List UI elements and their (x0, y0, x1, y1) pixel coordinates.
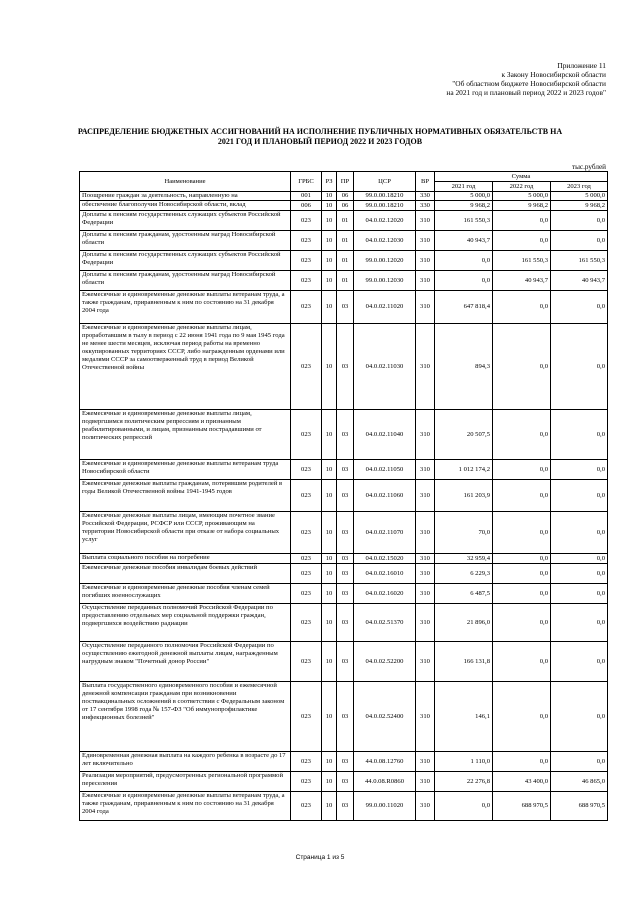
row-name: Ежемесячные и единовременные денежные выплаты ветеранам труда Новосибирской области (80, 460, 291, 480)
table-row (80, 772, 608, 792)
row-vr: 310 (416, 324, 435, 410)
row-value-2023: 0,0 (551, 604, 608, 642)
row-csr: 04.0.02.11050 (354, 460, 416, 480)
row-grbs: 023 (291, 271, 322, 291)
row-name: Доплаты к пенсиям гражданам, удостоенным наград Новосибирской области (80, 271, 291, 291)
row-name: Ежемесячные и единовременные денежные выплаты ветеранам труда, а также гражданам, приравненным к ним по состоянию на 31 декабря 2004 года (80, 291, 291, 324)
row-vr: 310 (416, 251, 435, 271)
row-value-2023: 0,0 (551, 584, 608, 604)
row-value-2023: 0,0 (551, 291, 608, 324)
row-name: Ежемесячные и единовременные денежные выплаты лицам, проработавшим в тылу в период с 22 июня 1941 года по 9 мая 1945 года не менее шести месяцев, исключая период работы на временно оккупированных территориях СССР, либо награжденным орденами или медалями СССР за самоотверженный труд в период Великой Отечественной войны (80, 324, 291, 410)
row-value-2022: 0,0 (493, 410, 551, 460)
row-csr: 04.0.02.16010 (354, 564, 416, 584)
row-vr: 310 (416, 480, 435, 512)
row-grbs: 023 (291, 410, 322, 460)
row-value-2022: 0,0 (493, 642, 551, 682)
table-row (80, 512, 608, 554)
row-vr: 310 (416, 752, 435, 772)
row-csr: 04.0.02.51370 (354, 604, 416, 642)
row-value-2023: 0,0 (551, 211, 608, 231)
row-pr: 03 (337, 512, 354, 554)
row-value-2023: 0,0 (551, 231, 608, 251)
row-vr: 310 (416, 231, 435, 251)
header-grbs: ГРБС (291, 172, 322, 192)
table-row (80, 480, 608, 512)
units-label: тыс.рублей (571, 163, 606, 171)
row-pr: 03 (337, 480, 354, 512)
row-grbs: 023 (291, 584, 322, 604)
header-2021: 2021 год (435, 182, 493, 192)
row-name: Поощрение граждан за деятельность, направленную на (80, 192, 291, 201)
row-value-2021: 21 896,0 (435, 604, 493, 642)
header-sum: Сумма (435, 172, 608, 182)
row-vr: 310 (416, 604, 435, 642)
row-grbs: 023 (291, 554, 322, 564)
table-row (80, 291, 608, 324)
row-value-2023: 0,0 (551, 480, 608, 512)
row-grbs: 023 (291, 291, 322, 324)
row-name: Ежемесячные денежные выплаты лицам, имеющим почетное звание Российской Федерации, РСФСР или СССР, проживающим на территории Новосибирской области при отказе от набора социальных услуг (80, 512, 291, 554)
row-value-2022: 40 943,7 (493, 271, 551, 291)
row-value-2023: 0,0 (551, 642, 608, 682)
header-vr: ВР (416, 172, 435, 192)
row-value-2021: 40 943,7 (435, 231, 493, 251)
row-pr: 03 (337, 642, 354, 682)
row-value-2021: 32 959,4 (435, 554, 493, 564)
row-pr: 03 (337, 410, 354, 460)
row-value-2022: 0,0 (493, 554, 551, 564)
row-name: Доплаты к пенсиям гражданам, удостоенным наград Новосибирской области (80, 231, 291, 251)
row-grbs: 023 (291, 564, 322, 584)
row-value-2022: 0,0 (493, 512, 551, 554)
law-title-line1: "Об областном бюджете Новосибирской области (452, 79, 606, 88)
row-value-2022: 161 550,3 (493, 251, 551, 271)
document-title: РАСПРЕДЕЛЕНИЕ БЮДЖЕТНЫХ АССИГНОВАНИЙ НА ИСПОЛНЕНИЕ ПУБЛИЧНЫХ НОРМАТИВНЫХ ОБЯЗАТЕЛЬСТВ НА 2021 ГОД И ПЛАНОВЫЙ ПЕРИОД 2022 И 2023 ГОДОВ (77, 127, 563, 146)
row-name: Выплата социального пособия на погребение (80, 554, 291, 564)
header-rz: РЗ (322, 172, 337, 192)
row-pr: 03 (337, 604, 354, 642)
row-value-2021: 0,0 (435, 792, 493, 821)
row-value-2023: 40 943,7 (551, 271, 608, 291)
row-name: Осуществление переданных полномочий Российской Федерации по предоставлению отдельных мер социальной поддержки граждан, подвергшихся воздействию радиации (80, 604, 291, 642)
row-value-2023: 5 000,0 (551, 192, 608, 201)
row-pr: 06 (337, 192, 354, 201)
table-row (80, 211, 608, 231)
row-name: Ежемесячные и единовременные денежные выплаты лицам, подвергшимся политическим репрессиям и признанным реабилитированными, и лицам, признанным пострадавшими от политических репрессий (80, 410, 291, 460)
row-vr: 310 (416, 642, 435, 682)
row-value-2023: 0,0 (551, 460, 608, 480)
table-row (80, 792, 608, 821)
row-rz: 10 (322, 772, 337, 792)
table-row (80, 554, 608, 564)
table-row (80, 324, 608, 410)
row-rz: 10 (322, 410, 337, 460)
row-grbs: 023 (291, 752, 322, 772)
table-row (80, 604, 608, 642)
header-csr: ЦСР (354, 172, 416, 192)
row-rz: 10 (322, 192, 337, 201)
row-value-2021: 146,1 (435, 682, 493, 752)
row-grbs: 023 (291, 231, 322, 251)
row-vr: 330 (416, 201, 435, 211)
row-grbs: 023 (291, 772, 322, 792)
row-grbs: 023 (291, 604, 322, 642)
row-pr: 03 (337, 460, 354, 480)
row-value-2021: 894,3 (435, 324, 493, 410)
appendix-number: Приложение 11 (557, 61, 606, 70)
law-reference: к Закону Новосибирской области (501, 70, 606, 79)
row-grbs: 023 (291, 480, 322, 512)
row-value-2023: 0,0 (551, 512, 608, 554)
row-rz: 10 (322, 480, 337, 512)
row-vr: 310 (416, 410, 435, 460)
row-csr: 44.0.08.12760 (354, 752, 416, 772)
row-csr: 99.0.00.18210 (354, 201, 416, 211)
row-rz: 10 (322, 211, 337, 231)
table-row (80, 564, 608, 584)
row-vr: 310 (416, 584, 435, 604)
row-value-2021: 9 968,2 (435, 201, 493, 211)
row-csr: 99.0.00.12030 (354, 271, 416, 291)
row-csr: 04.0.02.16020 (354, 584, 416, 604)
row-value-2021: 1 110,0 (435, 752, 493, 772)
row-value-2023: 46 865,0 (551, 772, 608, 792)
table-row (80, 410, 608, 460)
row-value-2023: 688 970,5 (551, 792, 608, 821)
row-rz: 10 (322, 512, 337, 554)
row-grbs: 023 (291, 792, 322, 821)
row-vr: 310 (416, 512, 435, 554)
row-name: обеспечение благополучия Новосибирской области, вклад (80, 201, 291, 211)
table-row (80, 192, 608, 201)
row-value-2023: 0,0 (551, 752, 608, 772)
row-value-2022: 0,0 (493, 682, 551, 752)
row-rz: 10 (322, 291, 337, 324)
row-value-2023: 0,0 (551, 410, 608, 460)
row-csr: 04.0.02.12020 (354, 211, 416, 231)
row-rz: 10 (322, 564, 337, 584)
row-grbs: 023 (291, 642, 322, 682)
header-name: Наименование (80, 172, 291, 192)
row-csr: 04.0.02.52400 (354, 682, 416, 752)
row-value-2023: 0,0 (551, 682, 608, 752)
table-body (80, 192, 608, 821)
header-pr: ПР (337, 172, 354, 192)
row-value-2023: 0,0 (551, 564, 608, 584)
row-value-2022: 5 000,0 (493, 192, 551, 201)
row-rz: 10 (322, 642, 337, 682)
row-value-2021: 22 276,8 (435, 772, 493, 792)
row-pr: 01 (337, 231, 354, 251)
row-pr: 03 (337, 772, 354, 792)
row-csr: 04.0.02.52200 (354, 642, 416, 682)
row-grbs: 023 (291, 512, 322, 554)
row-value-2022: 43 400,0 (493, 772, 551, 792)
row-pr: 01 (337, 251, 354, 271)
row-grbs: 023 (291, 211, 322, 231)
row-vr: 310 (416, 772, 435, 792)
page-footer: Страница 1 из 5 (295, 854, 345, 861)
table-row (80, 251, 608, 271)
row-pr: 03 (337, 291, 354, 324)
header-2022: 2022 год (493, 182, 551, 192)
row-rz: 10 (322, 682, 337, 752)
row-value-2021: 161 203,9 (435, 480, 493, 512)
row-pr: 03 (337, 752, 354, 772)
row-rz: 10 (322, 251, 337, 271)
row-value-2022: 0,0 (493, 324, 551, 410)
table-row (80, 584, 608, 604)
row-value-2021: 5 000,0 (435, 192, 493, 201)
law-title-line2: на 2021 год и плановый период 2022 и 2023 годов" (446, 88, 606, 97)
row-value-2022: 0,0 (493, 584, 551, 604)
row-value-2022: 0,0 (493, 564, 551, 584)
row-pr: 01 (337, 271, 354, 291)
row-csr: 99.0.00.12020 (354, 251, 416, 271)
row-csr: 04.0.02.11030 (354, 324, 416, 410)
row-value-2022: 0,0 (493, 480, 551, 512)
row-value-2023: 161 550,3 (551, 251, 608, 271)
row-rz: 10 (322, 201, 337, 211)
row-pr: 03 (337, 792, 354, 821)
row-value-2023: 0,0 (551, 324, 608, 410)
row-rz: 10 (322, 231, 337, 251)
row-name: Реализация мероприятий, предусмотренных региональной программой переселения (80, 772, 291, 792)
row-vr: 310 (416, 211, 435, 231)
row-csr: 04.0.02.12030 (354, 231, 416, 251)
row-value-2022: 688 970,5 (493, 792, 551, 821)
row-name: Выплата государственного единовременного пособия и ежемесячной денежной компенсации гражданам при возникновении поствакцинальных осложнений в соответствии с Федеральным законом от 17 сентября 1998 года № 157-ФЗ "Об иммунопрофилактике инфекционных болезней" (80, 682, 291, 752)
row-name: Ежемесячные денежные выплаты гражданам, потерявшим родителей в годы Великой Отечественной войны 1941-1945 годов (80, 480, 291, 512)
row-value-2021: 70,0 (435, 512, 493, 554)
row-rz: 10 (322, 554, 337, 564)
row-value-2022: 0,0 (493, 211, 551, 231)
table-row (80, 460, 608, 480)
row-vr: 310 (416, 271, 435, 291)
header-2023: 2023 год (551, 182, 608, 192)
row-grbs: 006 (291, 201, 322, 211)
table-row (80, 201, 608, 211)
row-grbs: 023 (291, 460, 322, 480)
row-csr: 04.0.02.11040 (354, 410, 416, 460)
appendix-header (346, 61, 606, 97)
row-pr: 03 (337, 324, 354, 410)
row-csr: 04.0.02.11020 (354, 291, 416, 324)
row-name: Ежемесячные денежные пособия инвалидам боевых действий (80, 564, 291, 584)
row-csr: 04.0.02.11070 (354, 512, 416, 554)
row-vr: 310 (416, 564, 435, 584)
row-value-2022: 0,0 (493, 291, 551, 324)
row-value-2021: 6 487,5 (435, 584, 493, 604)
table-row (80, 231, 608, 251)
row-vr: 310 (416, 460, 435, 480)
row-value-2022: 0,0 (493, 752, 551, 772)
row-value-2021: 647 818,4 (435, 291, 493, 324)
budget-table (79, 171, 608, 821)
row-value-2021: 0,0 (435, 271, 493, 291)
row-rz: 10 (322, 604, 337, 642)
row-vr: 310 (416, 291, 435, 324)
row-name: Доплаты к пенсиям государственных служащих субъектов Российской Федерации (80, 251, 291, 271)
row-csr: 99.0.00.11020 (354, 792, 416, 821)
row-csr: 44.0.08.R0860 (354, 772, 416, 792)
table-row (80, 752, 608, 772)
row-value-2021: 0,0 (435, 251, 493, 271)
row-grbs: 023 (291, 251, 322, 271)
row-grbs: 023 (291, 324, 322, 410)
table-row (80, 682, 608, 752)
row-value-2022: 9 968,2 (493, 201, 551, 211)
row-name: Ежемесячные и единовременные денежные пособия членам семей погибших военнослужащих (80, 584, 291, 604)
row-vr: 330 (416, 192, 435, 201)
row-value-2021: 20 507,5 (435, 410, 493, 460)
table-row (80, 642, 608, 682)
row-rz: 10 (322, 584, 337, 604)
row-vr: 310 (416, 792, 435, 821)
row-value-2023: 0,0 (551, 554, 608, 564)
row-vr: 310 (416, 554, 435, 564)
row-value-2022: 0,0 (493, 604, 551, 642)
row-grbs: 001 (291, 192, 322, 201)
row-pr: 06 (337, 201, 354, 211)
row-pr: 03 (337, 564, 354, 584)
row-rz: 10 (322, 792, 337, 821)
row-rz: 10 (322, 460, 337, 480)
row-value-2021: 1 012 174,2 (435, 460, 493, 480)
row-value-2023: 9 968,2 (551, 201, 608, 211)
row-name: Осуществление переданного полномочия Российской Федерации по осуществлению ежегодной денежной выплаты лицам, награжденным нагрудным знаком "Почетный донор России" (80, 642, 291, 682)
row-pr: 03 (337, 682, 354, 752)
row-csr: 04.0.02.15020 (354, 554, 416, 564)
row-value-2021: 6 229,3 (435, 564, 493, 584)
row-csr: 99.0.00.18210 (354, 192, 416, 201)
row-name: Единовременная денежная выплата на каждого ребенка в возрасте до 17 лет включительно (80, 752, 291, 772)
row-pr: 03 (337, 554, 354, 564)
row-pr: 03 (337, 584, 354, 604)
row-value-2022: 0,0 (493, 460, 551, 480)
row-rz: 10 (322, 324, 337, 410)
row-csr: 04.0.02.11060 (354, 480, 416, 512)
row-name: Доплаты к пенсиям государственных служащих субъектов Российской Федерации (80, 211, 291, 231)
row-pr: 01 (337, 211, 354, 231)
row-value-2021: 166 131,8 (435, 642, 493, 682)
row-vr: 310 (416, 682, 435, 752)
row-value-2022: 0,0 (493, 231, 551, 251)
row-value-2021: 161 550,3 (435, 211, 493, 231)
row-grbs: 023 (291, 682, 322, 752)
row-name: Ежемесячные и единовременные денежные выплаты ветеранам труда, а также гражданам, приравненным к ним по состоянию на 31 декабря 2004 года (80, 792, 291, 821)
row-rz: 10 (322, 271, 337, 291)
table-row (80, 271, 608, 291)
row-rz: 10 (322, 752, 337, 772)
